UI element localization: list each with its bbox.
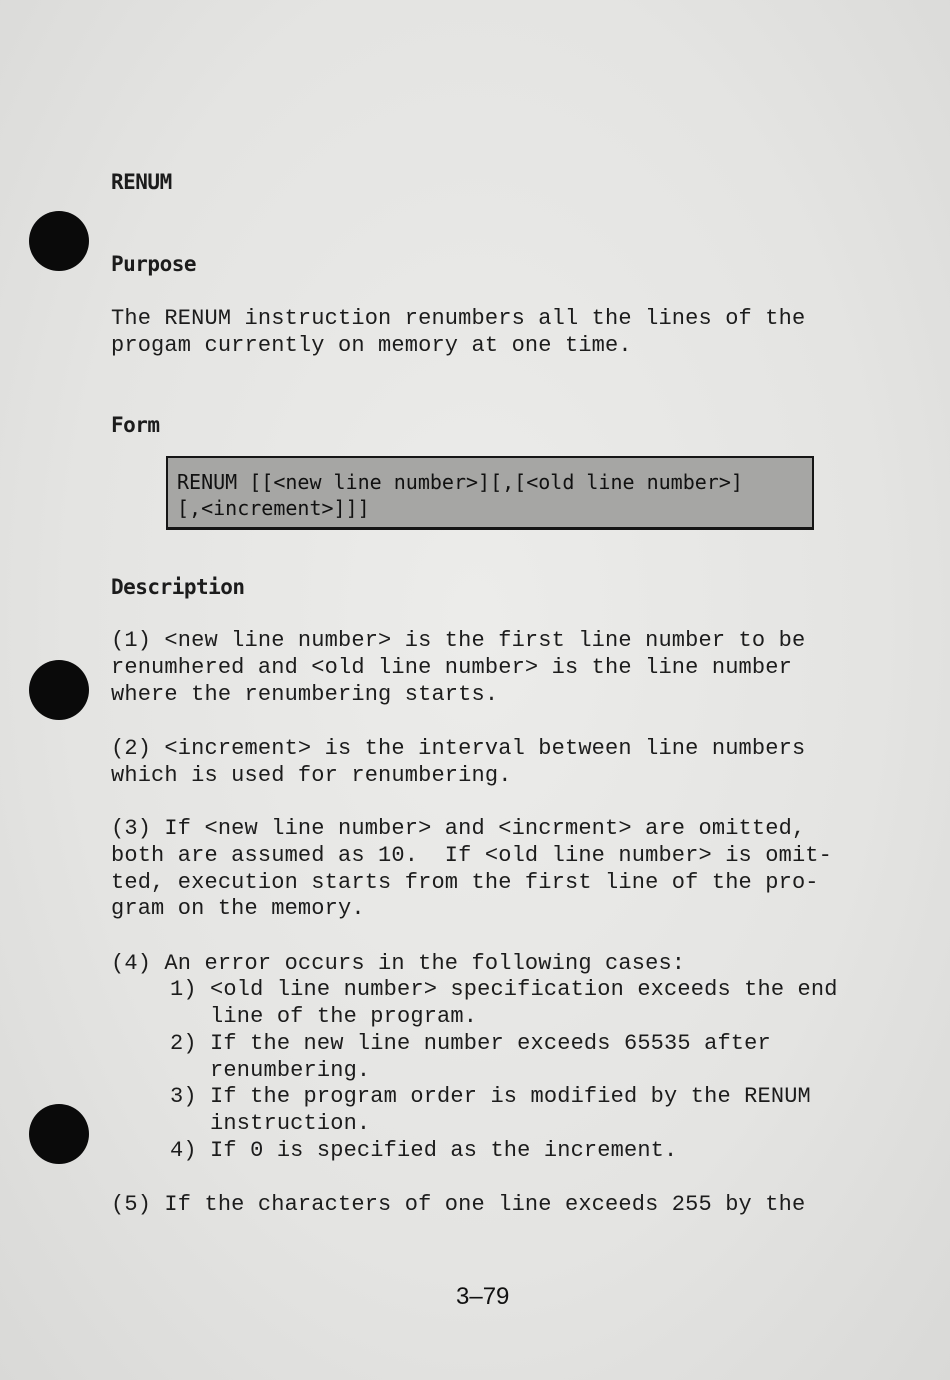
error-case-3: 3) If the program order is modified by the RENUM instruction. [170,1084,811,1136]
binder-hole-bottom [29,1104,89,1164]
description-item-3: (3) If <new line number> and <incrment> are omitted, both are assumed as 10. If <old line number> is omit- ted, execution starts from the first line of the pro- gram on the memory. [111,816,833,922]
error-case-2: 2) If the new line number exceeds 65535 after renumbering. [170,1031,771,1083]
description-item-2: (2) <increment> is the interval between line numbers which is used for renumbering. [111,736,806,788]
syntax-line-2: [,<increment>]]] [177,496,370,520]
error-case-1: 1) <old line number> specification exceeds the end line of the program. [170,977,838,1029]
error-case-4: 4) If 0 is specified as the increment. [170,1138,678,1163]
binder-hole-middle [29,660,89,720]
purpose-heading: Purpose [111,252,197,276]
purpose-text: The RENUM instruction renumbers all the lines of the progam currently on memory at one time. [111,306,806,358]
description-item-5: (5) If the characters of one line exceeds 255 by the [111,1192,806,1217]
syntax-box [166,456,814,530]
description-item-4-intro: (4) An error occurs in the following cases: [111,951,686,976]
binder-hole-top [29,211,89,271]
form-heading: Form [111,413,160,437]
description-heading: Description [111,575,245,599]
description-item-1: (1) <new line number> is the first line number to be renumhered and <old line number> is the line number where the renumbering starts. [111,628,806,707]
page-title: RENUM [111,170,172,194]
page-number: 3–79 [456,1283,510,1310]
syntax-line-1: RENUM [[<new line number>][,[<old line number>] [177,470,743,494]
